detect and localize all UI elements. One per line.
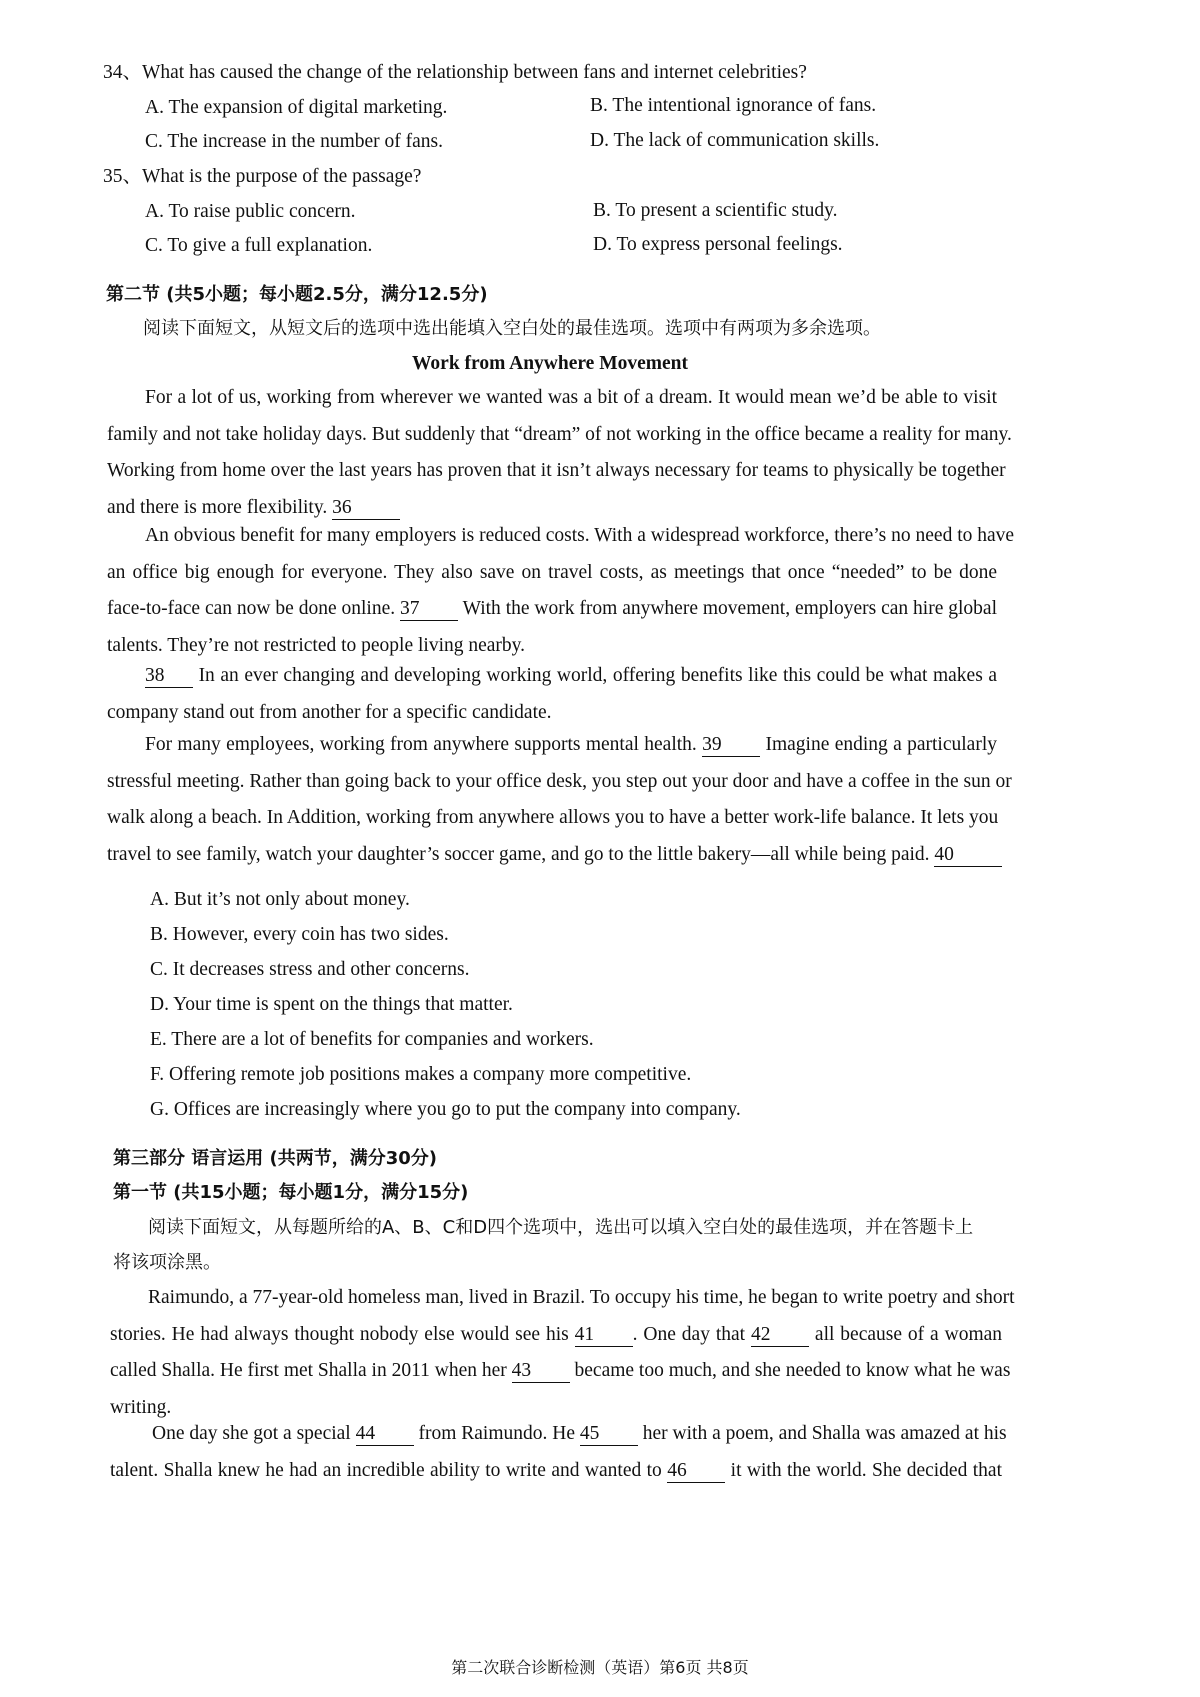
- section2-heading: 第二节 (共5小题；每小题2.5分，满分12.5分): [106, 284, 488, 305]
- text-line: [110, 1416, 1007, 1453]
- option-a: A. But it’s not only about money.: [150, 889, 410, 910]
- option-d: D. Your time is spent on the things that matter.: [150, 994, 513, 1015]
- text-line: Raimundo, a 77-year-old homeless man, lived in Brazil. To occupy his time, he began to write poetry and short: [148, 1287, 1015, 1308]
- cloze-paragraph-2: [110, 1416, 1007, 1489]
- q35-option-c: C. To give a full explanation.: [145, 235, 373, 256]
- part3-subheading: 第一节 (共15小题；每小题1分，满分15分): [113, 1182, 469, 1203]
- q34-option-a: A. The expansion of digital marketing.: [145, 97, 448, 118]
- text-line: For a lot of us, working from wherever we wanted was a bit of a dream. It would mean we’d be able to visit: [145, 387, 997, 408]
- cloze-paragraph-1: [110, 1280, 1015, 1426]
- blank-43: 43: [512, 1360, 570, 1383]
- text-line: [110, 1353, 1011, 1390]
- text-line: An obvious benefit for many employers is reduced costs. With a widespread workforce, there’s no need to have: [145, 525, 1015, 546]
- text-line: Working from home over the last years has proven that it isn’t always necessary for teams to physically be together: [107, 460, 1006, 481]
- text-line: stressful meeting. Rather than going back to your office desk, you step out your door and have a coffee in the sun or: [107, 770, 1012, 792]
- part3-heading: 第三部分 语言运用 (共两节，满分30分): [113, 1148, 438, 1169]
- text-segment: all because of a woman: [814, 1323, 1003, 1345]
- blank-40: 40: [934, 844, 1002, 867]
- q35-stem: 35、What is the purpose of the passage?: [103, 166, 422, 187]
- text-segment: Imagine ending a particularly: [765, 734, 997, 755]
- blank-45: 45: [580, 1423, 638, 1446]
- blank-44: 44: [356, 1423, 414, 1446]
- text-line: family and not take holiday days. But suddenly that “dream” of not working in the office became a reality for many.: [107, 423, 1012, 445]
- passage-paragraph-1: [107, 380, 1012, 526]
- text-line: [107, 591, 997, 628]
- blank-41: 41: [575, 1324, 633, 1347]
- text-line: walk along a beach. In Addition, working from anywhere allows you to have a better work-life balance. It lets you: [107, 807, 999, 828]
- option-f: F. Offering remote job positions makes a company more competitive.: [150, 1064, 692, 1085]
- text-line: [107, 658, 997, 695]
- text-segment: from Raimundo. He: [418, 1423, 575, 1444]
- text-segment: it with the world. She decided that: [730, 1459, 1002, 1481]
- text-segment: her with a poem, and Shalla was amazed at his: [642, 1423, 1007, 1444]
- blank-46: 46: [667, 1460, 725, 1483]
- part3-instruction: 阅读下面短文，从每题所给的A、B、C和D四个选项中，选出可以填入空白处的最佳选项，并在答题卡上: [148, 1217, 974, 1238]
- text-segment: One day she got a special: [152, 1423, 351, 1444]
- blank-36: 36: [332, 497, 400, 520]
- text-segment: face-to-face can now be done online.: [107, 598, 396, 619]
- passage-paragraph-4: [107, 727, 1012, 873]
- text-line: [107, 837, 997, 874]
- text-segment: For many employees, working from anywhere supports mental health.: [145, 734, 697, 755]
- q35-option-b: B. To present a scientific study.: [593, 200, 838, 221]
- blank-39: 39: [702, 734, 760, 757]
- text-segment: . One day that: [632, 1323, 746, 1345]
- text-segment: became too much, and she needed to know what he was: [574, 1360, 1011, 1381]
- option-g: G. Offices are increasingly where you go to put the company into company.: [150, 1099, 741, 1120]
- text-segment: travel to see family, watch your daughter’s soccer game, and go to the little bakery—all while being paid.: [107, 843, 930, 865]
- text-line: an office big enough for everyone. They also save on travel costs, as meetings that once “needed” to be done: [107, 561, 997, 583]
- text-segment: stories. He had always thought nobody else would see his: [110, 1323, 569, 1345]
- page-footer: 第二次联合诊断检测（英语）第6页 共8页: [451, 1658, 749, 1677]
- q34-option-c: C. The increase in the number of fans.: [145, 131, 444, 152]
- text-segment: and there is more flexibility.: [107, 496, 328, 518]
- text-segment: In an ever changing and developing working world, offering benefits like this could be what makes a: [198, 665, 998, 686]
- text-line: [110, 1317, 1002, 1354]
- text-segment: With the work from anywhere movement, employers can hire global: [462, 598, 998, 619]
- passage-title: Work from Anywhere Movement: [411, 353, 689, 374]
- passage-paragraph-3: [107, 658, 997, 731]
- option-e: E. There are a lot of benefits for companies and workers.: [150, 1029, 594, 1050]
- blank-42: 42: [751, 1324, 809, 1347]
- q35-option-a: A. To raise public concern.: [145, 201, 356, 222]
- option-c: C. It decreases stress and other concerns.: [150, 959, 470, 980]
- text-line: [110, 1453, 1002, 1490]
- option-b: B. However, every coin has two sides.: [150, 924, 449, 945]
- q34-option-b: B. The intentional ignorance of fans.: [590, 95, 877, 116]
- passage-paragraph-2: [107, 518, 1015, 664]
- q35-option-d: D. To express personal feelings.: [593, 234, 843, 255]
- blank-38: 38: [145, 665, 193, 688]
- q34-option-d: D. The lack of communication skills.: [590, 130, 880, 151]
- q34-stem: 34、What has caused the change of the relationship between fans and internet celebrities?: [103, 62, 807, 83]
- text-segment: called Shalla. He first met Shalla in 2011 when her: [110, 1360, 507, 1381]
- part3-instruction-cont: 将该项涂黑。: [113, 1252, 221, 1273]
- text-line: writing.: [110, 1396, 172, 1418]
- section2-instruction: 阅读下面短文，从短文后的选项中选出能填入空白处的最佳选项。选项中有两项为多余选项。: [143, 318, 881, 339]
- text-line: talents. They’re not restricted to people living nearby.: [107, 634, 526, 656]
- text-line: company stand out from another for a specific candidate.: [107, 701, 552, 723]
- text-segment: talent. Shalla knew he had an incredible ability to write and wanted to: [110, 1459, 662, 1481]
- blank-37: 37: [400, 598, 458, 621]
- text-line: [107, 727, 997, 764]
